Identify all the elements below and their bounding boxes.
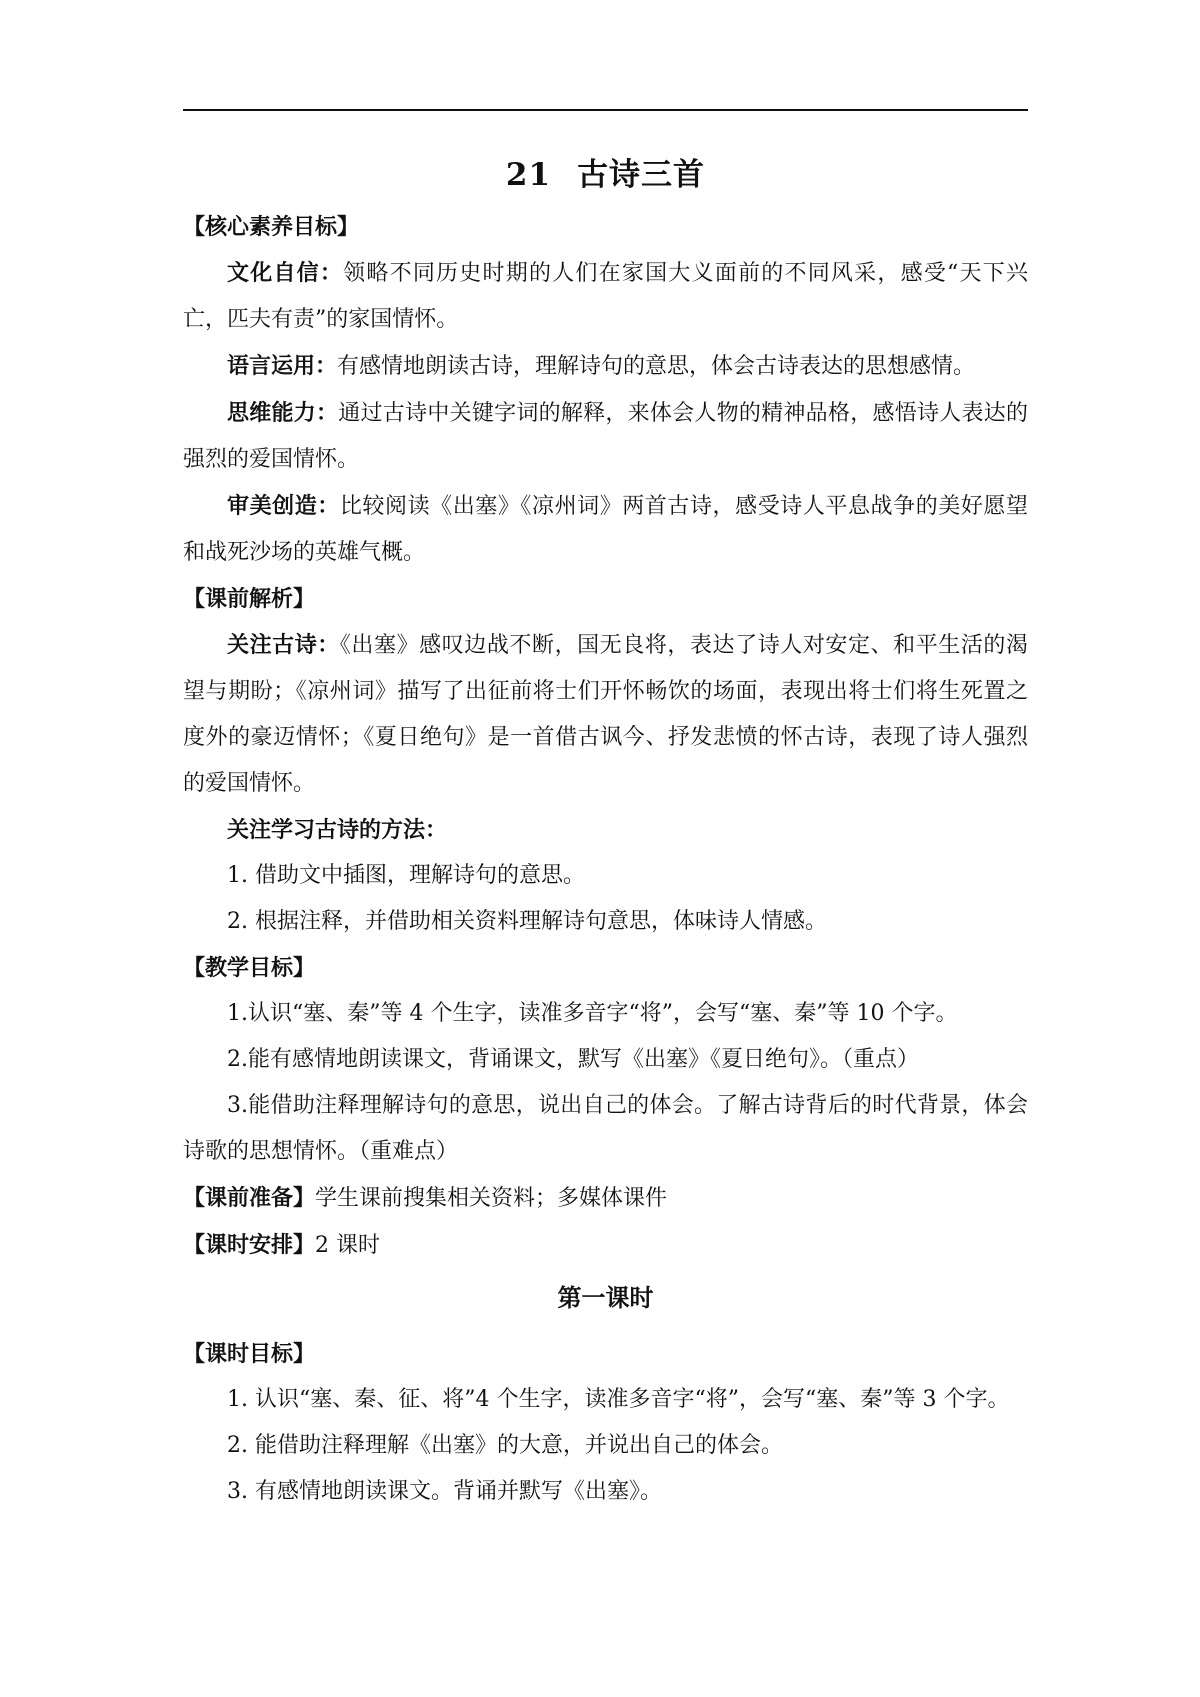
preparation-heading: 【课前准备】 [183, 1185, 316, 1211]
poem-focus-label: 关注古诗： [227, 632, 340, 658]
core-goal-item [183, 483, 1028, 576]
core-goal-item [183, 390, 1028, 483]
core-goal-item [183, 250, 1028, 343]
pre-analysis-heading: 【课前解析】 [183, 586, 316, 612]
core-goal-label: 思维能力： [227, 400, 339, 426]
core-goals-heading: 【核心素养目标】 [183, 214, 360, 240]
lesson-number: 21 [505, 157, 552, 193]
lesson-title: 古诗三首 [577, 157, 706, 193]
lesson1-goal-item: 3. 有感情地朗读课文。背诵并默写《出塞》。 [227, 1479, 662, 1504]
core-goal-text: 有感情地朗读古诗，理解诗句的意思，体会古诗表达的思想感情。 [337, 354, 976, 379]
page-title [183, 152, 1028, 198]
method-item: 2. 根据注释，并借助相关资料理解诗句意思，体味诗人情感。 [227, 909, 827, 934]
core-goal-label: 文化自信： [227, 260, 344, 286]
header-rule [183, 109, 1028, 111]
schedule-text: 2 课时 [315, 1233, 381, 1258]
core-goal-text: 领略不同历史时期的人们在家国大义面前的不同风采，感受“天下兴亡，匹夫有责”的家国情怀。 [183, 261, 1028, 332]
teaching-goal-item: 1.认识“塞、秦”等 4 个生字，读准多音字“将”，会写“塞、秦”等 10 个字。 [227, 1001, 958, 1026]
schedule-line [183, 1222, 1028, 1269]
core-goal-item [183, 343, 1028, 390]
preparation-text: 学生课前搜集相关资料；多媒体课件 [315, 1186, 668, 1211]
poem-focus-text: 《出塞》感叹边战不断，国无良将，表达了诗人对安定、和平生活的渴望与期盼；《凉州词》描写了出征前将士们开怀畅饮的场面，表现出将士们将生死置之度外的豪迈情怀；《夏日绝句》是一首借古讽今、抒发悲愤的怀古诗，表现了诗人强烈的爱国情怀。 [183, 633, 1028, 796]
core-goal-label: 审美创造： [227, 493, 340, 519]
method-item: 1. 借助文中插图，理解诗句的意思。 [227, 863, 585, 888]
core-goal-text: 通过古诗中关键字词的解释，来体会人物的精神品格，感悟诗人表达的强烈的爱国情怀。 [183, 401, 1028, 472]
teaching-goal-item: 3.能借助注释理解诗句的意思，说出自己的体会。了解古诗背后的时代背景，体会诗歌的思想情怀。（重难点） [183, 1093, 1028, 1164]
preparation-line [183, 1175, 1028, 1222]
lesson1-goals-heading: 【课时目标】 [183, 1341, 316, 1367]
lesson1-goal-item: 1. 认识“塞、秦、征、将”4 个生字，读准多音字“将”，会写“塞、秦”等 3 个字。 [227, 1387, 1010, 1412]
core-goal-label: 语言运用： [227, 353, 338, 379]
teaching-goals-heading: 【教学目标】 [183, 955, 316, 981]
lesson1-goal-item: 2. 能借助注释理解《出塞》的大意，并说出自己的体会。 [227, 1433, 783, 1458]
document-content [183, 152, 1028, 1515]
lesson1-title: 第一课时 [557, 1283, 654, 1312]
schedule-heading: 【课时安排】 [183, 1232, 316, 1258]
core-goal-text: 比较阅读《出塞》《凉州词》两首古诗，感受诗人平息战争的美好愿望和战死沙场的英雄气概。 [183, 494, 1028, 565]
method-heading: 关注学习古诗的方法： [227, 817, 448, 843]
teaching-goal-item: 2.能有感情地朗读课文，背诵课文，默写《出塞》《夏日绝句》。（重点） [227, 1047, 919, 1072]
poem-focus-paragraph [183, 622, 1028, 807]
